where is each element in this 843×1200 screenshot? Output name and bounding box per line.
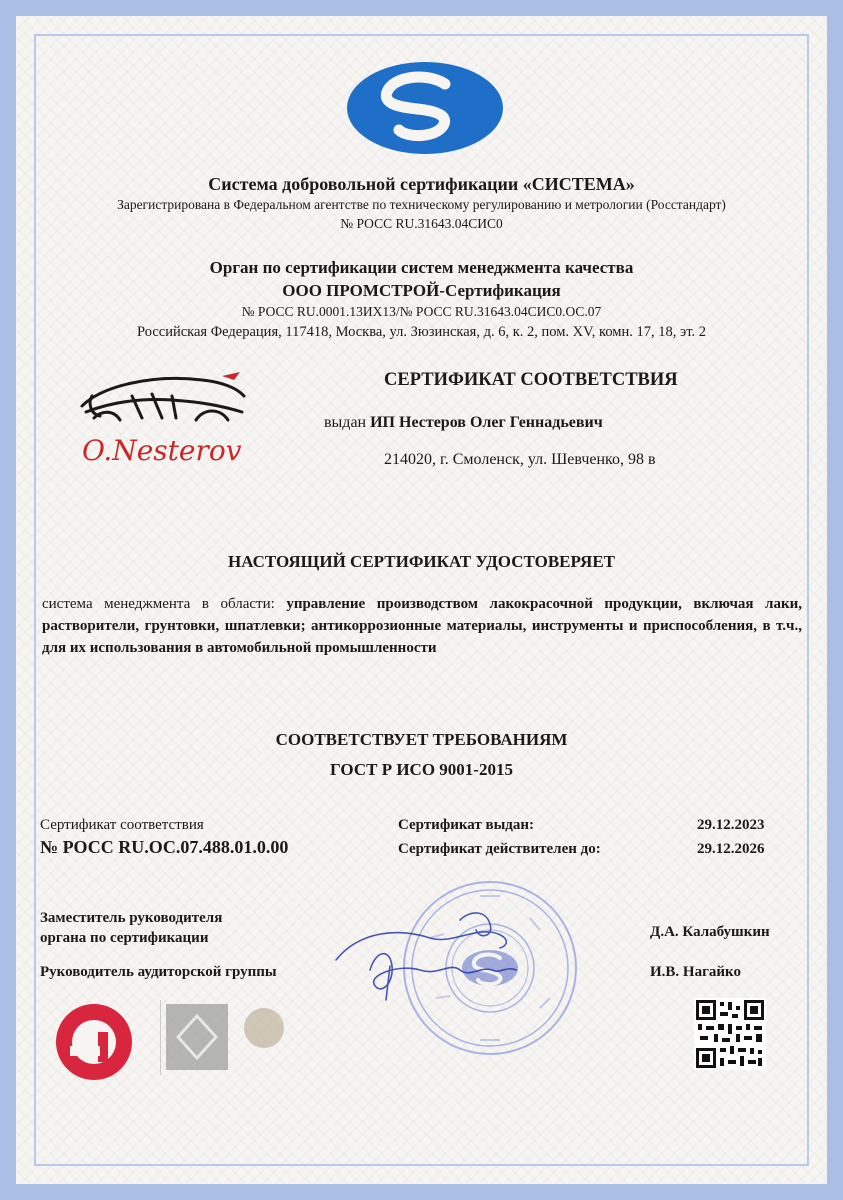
valid-until-date: 29.12.2026 — [697, 841, 765, 857]
issued-date-label: Сертификат выдан: — [398, 817, 535, 833]
deputy-title-line1: Заместитель руководителя — [40, 910, 223, 926]
deputy-name: Д.А. Калабушкин — [650, 924, 770, 940]
auditor-title: Руководитель аудиторской группы — [40, 964, 277, 980]
certification-body-numbers: № РОСС RU.0001.13ИХ13/№ РОСС RU.31643.04СИС0.ОС.07 — [241, 304, 602, 319]
certification-body-title: Орган по сертификации систем менеджмента качества — [209, 258, 634, 277]
certification-body-name: ООО ПРОМСТРОЙ-Сертификация — [282, 281, 561, 300]
system-registration: Зарегистрирована в Федеральном агентстве по техническому регулированию и метрологии (Росстандарт) — [117, 197, 726, 212]
certificate-number: № РОСС RU.ОС.07.488.01.0.00 — [40, 837, 289, 857]
holder-address: 214020, г. Смоленск, ул. Шевченко, 98 в — [384, 451, 656, 468]
certification-body-address: Российская Федерация, 117418, Москва, ул. Зюзинская, д. 6, к. 2, пом. XV, комн. 17, 18, эт. 2 — [137, 324, 706, 340]
marks-divider — [160, 1000, 161, 1075]
issued-date: 29.12.2023 — [697, 817, 765, 833]
scope-prefix: система менеджмента в области: — [42, 596, 287, 612]
qr-code-icon — [694, 998, 766, 1070]
handwritten-signature — [330, 900, 560, 1020]
compliance-heading: СООТВЕТСТВУЕТ ТРЕБОВАНИЯМ — [275, 730, 568, 749]
auditor-name: И.В. Нагайко — [650, 964, 741, 980]
issued-to — [324, 414, 603, 432]
system-reg-number: № РОСС RU.31643.04СИС0 — [340, 216, 503, 231]
valid-until-label: Сертификат действителен до: — [398, 841, 601, 857]
accreditation-mark-icon — [54, 1002, 134, 1082]
certificate-number-label: Сертификат соответствия — [40, 817, 204, 833]
quality-mark-icon — [166, 1004, 228, 1070]
certification-system-logo — [345, 58, 505, 158]
holder-name: ИП Нестеров Олег Геннадьевич — [370, 414, 603, 431]
deputy-title-line2: органа по сертификации — [40, 930, 209, 946]
company-logo-text: O.Nesterov — [82, 434, 242, 467]
certificate-title: СЕРТИФИКАТ СООТВЕТСТВИЯ — [384, 370, 678, 390]
compliance-standard: ГОСТ Р ИСО 9001-2015 — [330, 760, 513, 779]
system-name: Система добровольной сертификации «СИСТЕМА» — [208, 174, 635, 194]
scope-text: управление производством лакокрасочной продукции, включая лаки, растворители, грунтовки, шпатлевки; антикоррозионные материалы, инструменты и приспособления, в т.ч., для их использования в автомобильной промышленности — [42, 596, 802, 656]
company-logo — [72, 366, 262, 476]
certifies-heading: НАСТОЯЩИЙ СЕРТИФИКАТ УДОСТОВЕРЯЕТ — [227, 552, 616, 571]
issued-prefix: выдан — [324, 414, 371, 431]
round-mark-icon — [242, 1006, 286, 1050]
scope-paragraph — [42, 593, 802, 659]
